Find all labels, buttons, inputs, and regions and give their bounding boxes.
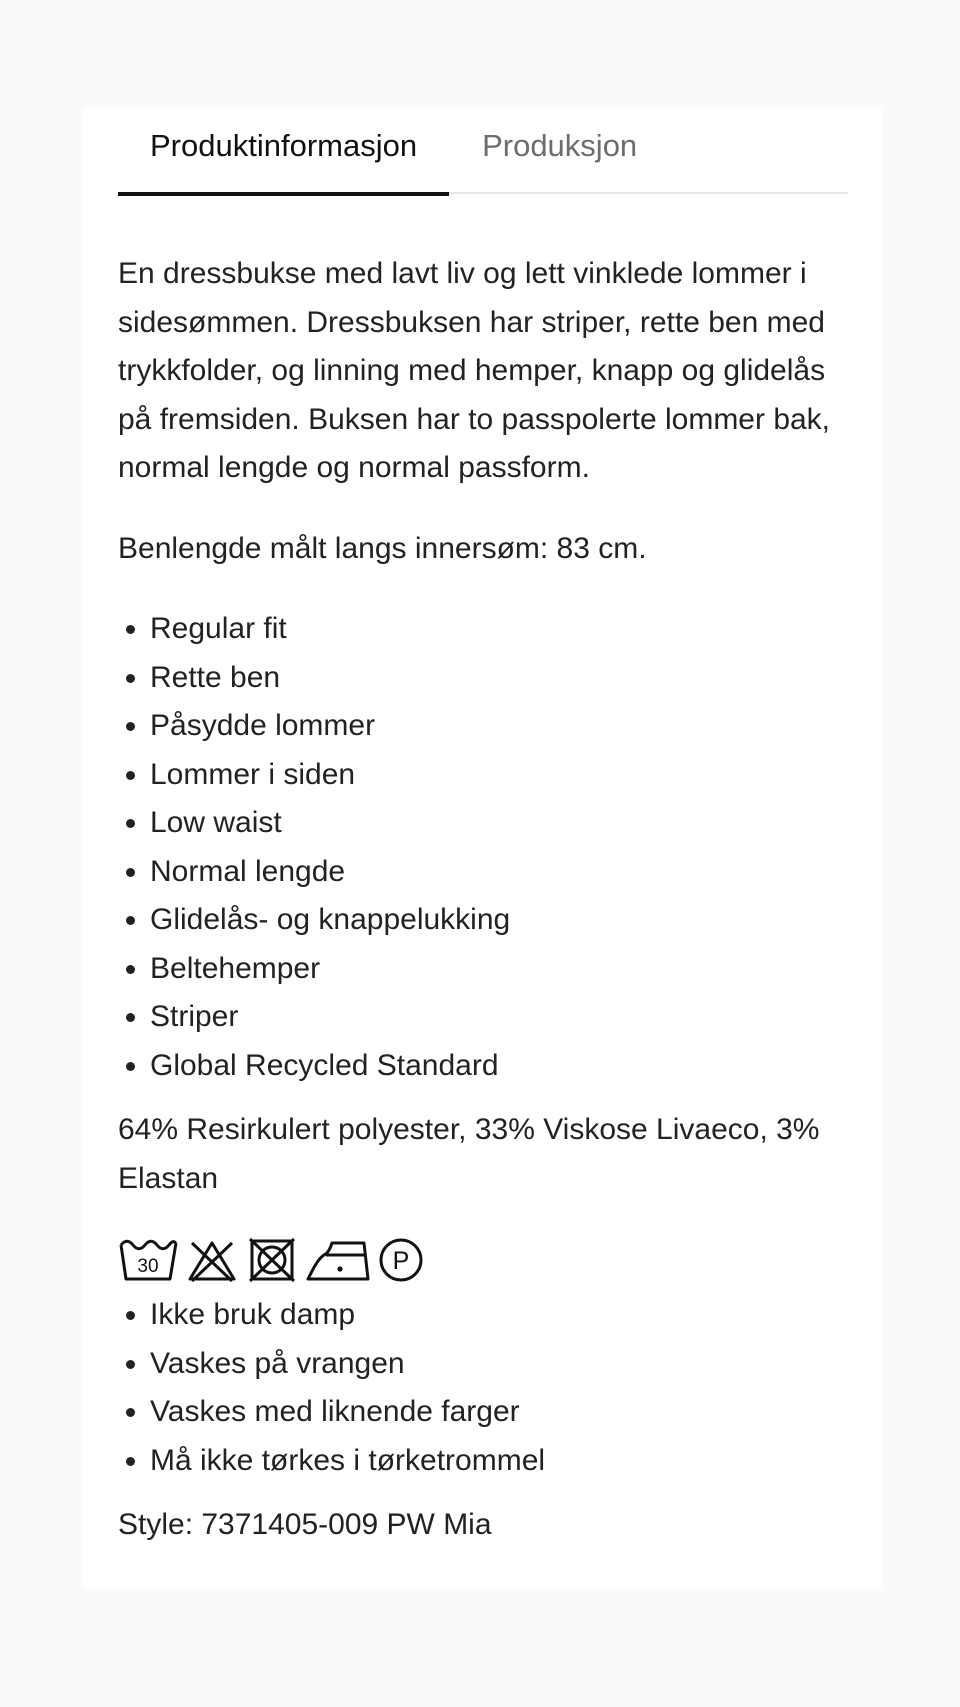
- care-item: • Vaskes på vrangen: [150, 1340, 848, 1389]
- wash-30-icon: [118, 1237, 178, 1283]
- svg-text:P: P: [392, 1247, 410, 1275]
- feature-item: • Glidelås- og knappelukking: [150, 896, 848, 945]
- product-description: En dressbukse med lavt liv og lett vinklede lommer i sidesømmen. Dressbuksen har striper, rette ben med trykkfolder, og linning med hemper, knapp og glidelås på fremsiden. Buksen har to passpolerte lommer bak, normal lengde og normal passform.: [118, 257, 831, 484]
- style-number: Style: 7371405-009 PW Mia: [118, 1508, 492, 1541]
- product-info-content: [118, 108, 848, 1550]
- iron-low-icon: [306, 1237, 370, 1283]
- feature-item: • Beltehemper: [150, 945, 848, 994]
- tab-produktinformasjon[interactable]: Produktinformasjon: [118, 108, 449, 196]
- care-item: • Ikke bruk damp: [150, 1291, 848, 1340]
- care-symbols: [118, 1237, 848, 1283]
- care-item: • Må ikke tørkes i tørketrommel: [150, 1437, 848, 1486]
- tab-produksjon[interactable]: Produksjon: [482, 128, 638, 163]
- care-instructions-list: [118, 1291, 848, 1485]
- feature-item: • Rette ben: [150, 654, 848, 703]
- feature-item: • Striper: [150, 993, 848, 1042]
- no-tumble-dry-icon: [246, 1237, 298, 1283]
- feature-item: • Regular fit: [150, 605, 848, 654]
- dry-clean-p-icon: [378, 1237, 424, 1283]
- care-item: • Vaskes med liknende farger: [150, 1388, 848, 1437]
- feature-item: • Normal lengde: [150, 848, 848, 897]
- feature-list: [118, 605, 848, 1090]
- inseam-length: Benlengde målt langs innersøm: 83 cm.: [118, 531, 647, 565]
- feature-item: • Global Recycled Standard: [150, 1042, 848, 1091]
- material-composition: 64% Resirkulert polyester, 33% Viskose Livaeco, 3% Elastan: [118, 1113, 820, 1195]
- feature-item: • Lommer i siden: [150, 751, 848, 800]
- no-bleach-icon: [186, 1237, 238, 1283]
- feature-item: • Påsydde lommer: [150, 702, 848, 751]
- svg-text:30: 30: [137, 1256, 159, 1277]
- tab-bar: [118, 108, 848, 194]
- feature-item: • Low waist: [150, 799, 848, 848]
